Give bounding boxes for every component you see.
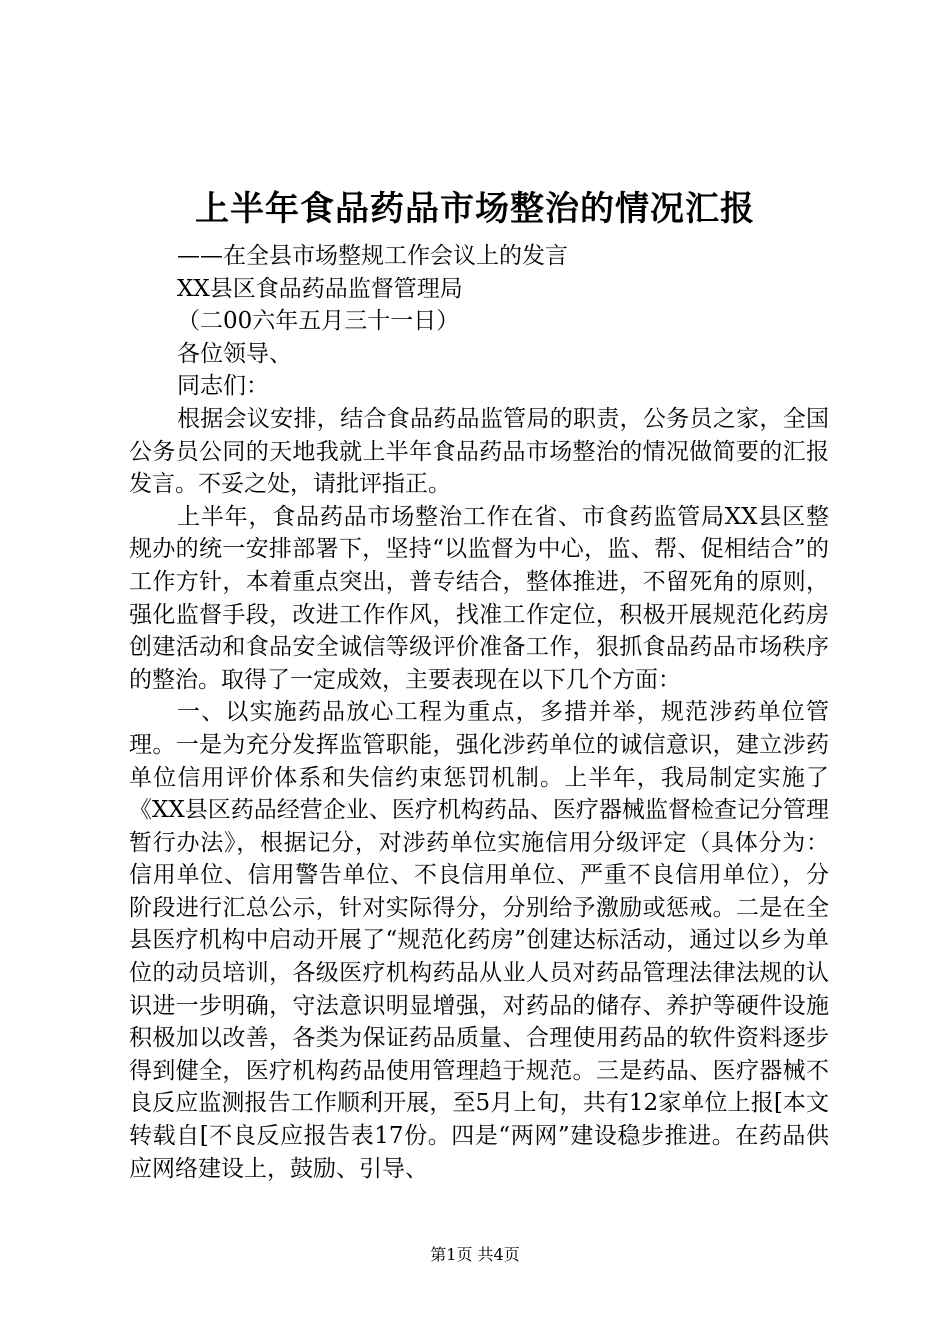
document-subtitle: ——在全县市场整规工作会议上的发言	[177, 243, 568, 269]
page-footer: 第1页 共4页	[430, 1245, 520, 1264]
paragraph-overview: 上半年，食品药品市场整治工作在省、市食药监管局XX县区整规办的统一安排部署下，坚持“以监督为中心，监、帮、促相结合”的工作方针，本着重点突出，普专结合，整体推进，不留死角的原则，强化监督手段，改进工作作风，找准工作定位，积极开展规范化药房创建活动和食品安全诚信等级评价准备工作，狠抓食品药品市场秩序的整治。取得了一定成效，主要表现在以下几个方面：	[129, 503, 829, 693]
document-title: 上半年食品药品市场整治的情况汇报	[195, 189, 755, 229]
paragraph-intro: 根据会议安排，结合食品药品监管局的职责，公务员之家，全国公务员公同的天地我就上半年食品药品市场整治的情况做简要的汇报发言。不妥之处，请批评指正。	[129, 405, 829, 498]
document-date: （二00六年五月三十一日）	[177, 308, 460, 335]
paragraph-section-one: 一、以实施药品放心工程为重点，多措并举，规范涉药单位管理。一是为充分发挥监管职能，强化涉药单位的诚信意识，建立涉药单位信用评价体系和失信约束惩罚机制。上半年，我局制定实施了《XX县区药品经营企业、医疗机构药品、医疗器械监督检查记分管理暂行办法》，根据记分，对涉药单位实施信用分级评定（具体分为：信用单位、信用警告单位、不良信用单位、严重不良信用单位），分阶段进行汇总公示，针对实际得分，分别给予激励或惩戒。二是在全县医疗机构中启动开展了“规范化药房”创建达标活动，通过以乡为单位的动员培训，各级医疗机构药品从业人员对药品管理法律法规的认识进一步明确，守法意识明显增强，对药品的储存、养护等硬件设施积极加以改善，各类为保证药品质量、合理使用药品的软件资料逐步得到健全，医疗机构药品使用管理趋于规范。三是药品、医疗器械不良反应监测报告工作顺利开展，至5月上旬，共有12家单位上报[本文转载自[不良反应报告表17份。四是“两网”建设稳步推进。在药品供应网络建设上，鼓励、引导、	[129, 699, 829, 1182]
salutation-comrades: 同志们：	[177, 373, 269, 400]
document-body	[129, 240, 829, 1185]
issuing-organization: XX县区食品药品监督管理局	[177, 275, 463, 302]
salutation-leaders: 各位领导、	[177, 340, 292, 367]
